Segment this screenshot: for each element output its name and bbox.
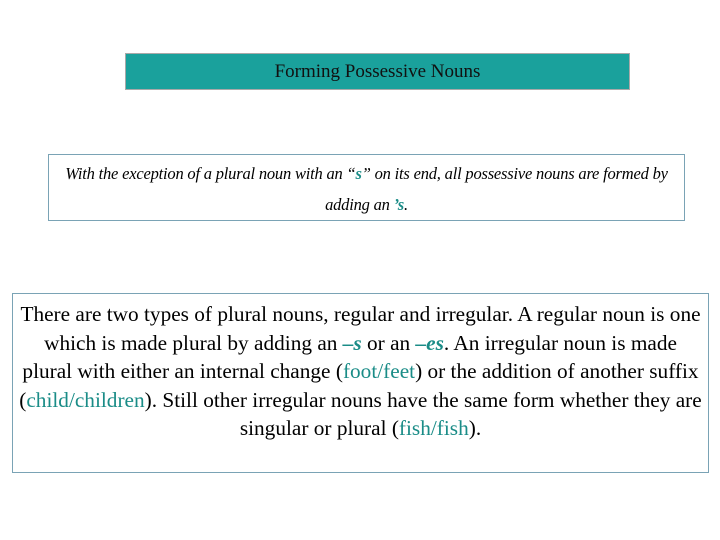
es-suffix: –es (415, 330, 444, 355)
body-text-6: ). (468, 416, 482, 440)
rule-text-2: ” on its end, all possessive nouns are formed by adding an (325, 164, 668, 214)
rule-end: . (403, 195, 408, 214)
example-fish-fish: fish/fish (398, 416, 469, 440)
body-text-5: ). Still other irregular nouns have the same form whether they are singular or plural ( (144, 387, 702, 440)
rule-box (48, 154, 685, 221)
title-text: Forming Possessive Nouns (274, 60, 481, 82)
body-text-4: ) or the addition of another suffix ( (19, 359, 699, 412)
example-foot-feet: foot/feet (342, 359, 416, 383)
rule-text-1: With the exception of a plural noun with an “ (65, 164, 356, 183)
s-suffix: –s (342, 330, 362, 355)
rule-apostrophe-s: ’s (393, 195, 404, 214)
example-child-children: child/children (26, 387, 145, 412)
body-text-2: or an (361, 330, 416, 355)
slide-title (125, 53, 630, 90)
rule-s: s (355, 164, 362, 183)
body-box (12, 293, 709, 473)
body-text-3: . An irregular noun is made plural with either an internal change ( (22, 330, 677, 383)
body-text-1: There are two types of plural nouns, regular and irregular. A regular noun is one which is made plural by adding an (20, 302, 701, 355)
